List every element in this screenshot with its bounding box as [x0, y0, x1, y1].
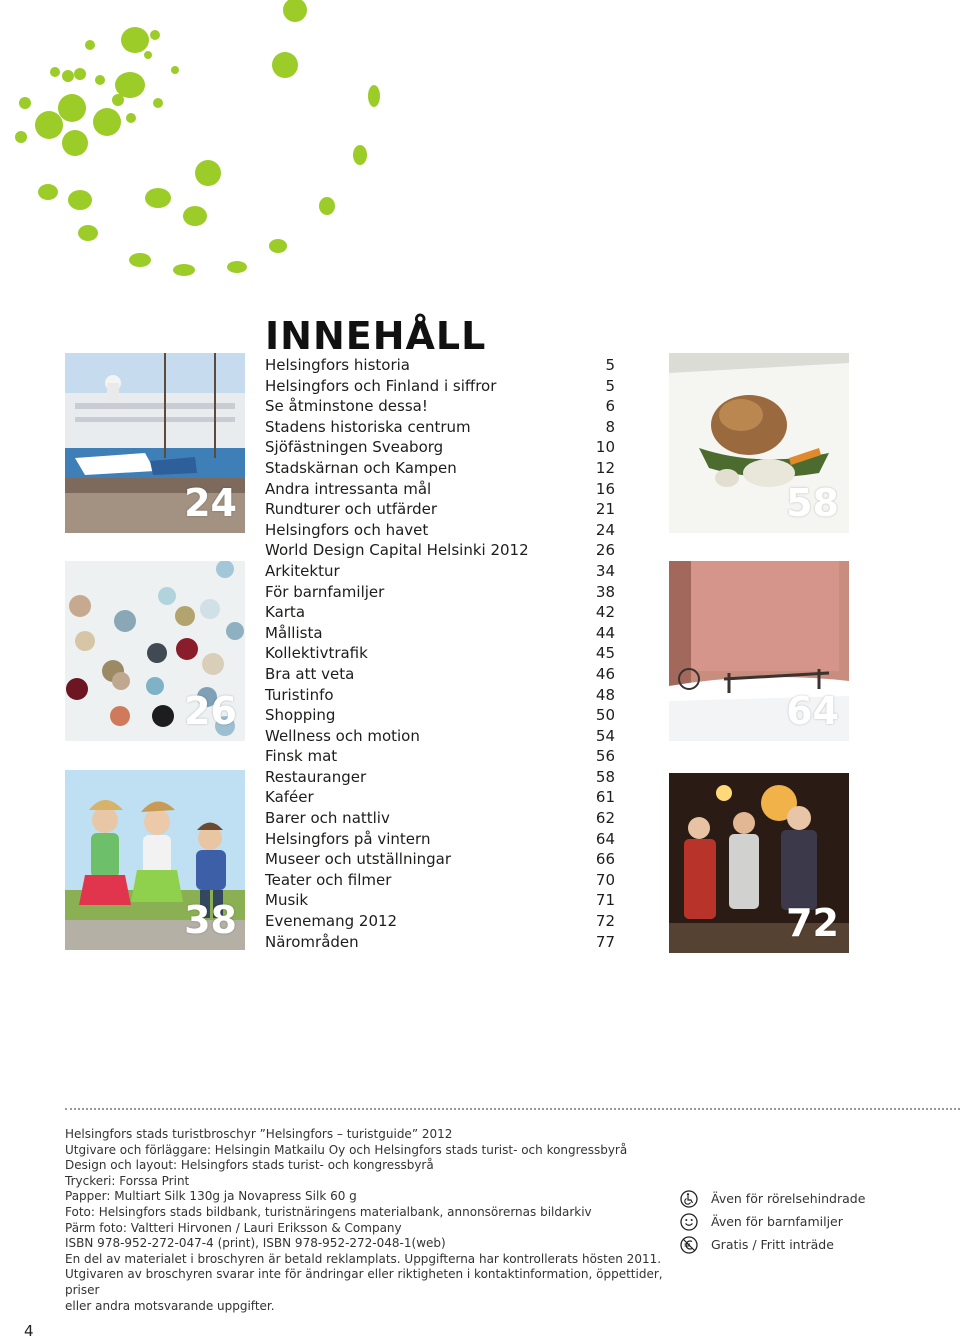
toc-entry-page: 61 [595, 788, 615, 807]
page-number-badge: 38 [184, 898, 237, 942]
toc-entry-title: Restauranger [265, 767, 367, 786]
toc-entry-title: För barnfamiljer [265, 582, 385, 601]
euro-crossed-icon [680, 1236, 698, 1254]
toc-entry-page: 26 [595, 541, 615, 560]
toc-entry [265, 870, 615, 891]
toc-entry-title: Andra intressanta mål [265, 479, 432, 498]
toc-entry-title: Sjöfästningen Sveaborg [265, 438, 444, 457]
toc-entry [265, 829, 615, 850]
toc-entry [265, 849, 615, 870]
toc-entry [265, 396, 615, 417]
toc-entry-title: Kaféer [265, 788, 314, 807]
toc-entry-page: 44 [595, 623, 615, 642]
page-number-badge: 24 [184, 481, 237, 525]
toc-entry-page: 50 [595, 706, 615, 725]
toc-entry [265, 417, 615, 438]
legend-item-family [680, 1210, 865, 1233]
toc-entry-page: 12 [595, 458, 615, 477]
legend-item-accessible [680, 1187, 865, 1210]
toc-entry-page: 21 [595, 500, 615, 519]
toc-entry-page: 62 [595, 809, 615, 828]
decorative-green-dots [0, 0, 400, 290]
smiley-icon [680, 1213, 698, 1231]
divider [65, 1108, 960, 1110]
toc-entry-title: Stadens historiska centrum [265, 417, 471, 436]
photo-winter [669, 561, 849, 741]
toc-entry [265, 602, 615, 623]
toc-entry [265, 746, 615, 767]
toc-entry-title: World Design Capital Helsinki 2012 [265, 541, 529, 560]
legend-label: Gratis / Fritt inträde [711, 1237, 834, 1252]
toc-entry-page: 16 [595, 479, 615, 498]
colophon-line: En del av materialet i broschyren är betald reklamplats. Uppgifterna har kontrollerats hösten 2011. [65, 1251, 662, 1266]
page-title: INNEHÅLL [265, 314, 487, 358]
toc-entry-title: Arkitektur [265, 561, 340, 580]
toc-entry [265, 561, 615, 582]
toc-entry-title: Museer och utställningar [265, 850, 452, 869]
toc-entry-title: Karta [265, 603, 306, 622]
toc-entry-page: 46 [595, 664, 615, 683]
toc-entry-page: 54 [595, 726, 615, 745]
colophon [65, 1127, 665, 1314]
toc-entry [265, 355, 615, 376]
toc-entry-title: Bra att veta [265, 664, 355, 683]
toc-entry-page: 70 [595, 870, 615, 889]
toc-entry-title: Wellness och motion [265, 726, 420, 745]
toc-entry [265, 911, 615, 932]
page-number-badge: 64 [786, 689, 839, 733]
toc-entry [265, 685, 615, 706]
toc-entry [265, 643, 615, 664]
page-number-badge: 72 [786, 901, 839, 945]
toc-entry [265, 890, 615, 911]
colophon-line: Pärm foto: Valtteri Hirvonen / Lauri Eriksson & Company [65, 1220, 402, 1235]
toc-entry-page: 71 [595, 891, 615, 910]
page-number-badge: 58 [786, 481, 839, 525]
toc-entry-page: 72 [595, 912, 615, 931]
toc-entry-title: Mållista [265, 623, 323, 642]
photo-glasses [65, 561, 245, 741]
toc-entry [265, 664, 615, 685]
toc-entry-title: Kollektivtrafik [265, 644, 368, 663]
photo-food [669, 353, 849, 533]
toc-entry-title: Barer och nattliv [265, 809, 390, 828]
toc-entry [265, 376, 615, 397]
toc-entry-title: Helsingfors på vintern [265, 829, 431, 848]
toc-entry-title: Rundturer och utfärder [265, 500, 438, 519]
colophon-line: Foto: Helsingfors stads bildbank, turistnäringens materialbank, annonsörernas bildarkiv [65, 1204, 592, 1219]
toc-entry [265, 479, 615, 500]
photo-event [669, 773, 849, 953]
toc-entry-page: 58 [595, 767, 615, 786]
toc-entry-page: 48 [595, 685, 615, 704]
legend-label: Även för barnfamiljer [711, 1214, 843, 1229]
photo-children [65, 770, 245, 950]
toc-entry [265, 499, 615, 520]
toc-entry-title: Helsingfors och Finland i siffror [265, 376, 497, 395]
wheelchair-icon [680, 1190, 698, 1208]
legend-item-free [680, 1233, 865, 1256]
toc-entry-title: Teater och filmer [265, 870, 392, 889]
toc-entry-title: Finsk mat [265, 747, 338, 766]
colophon-line: ISBN 978-952-272-047-4 (print), ISBN 978-952-272-048-1(web) [65, 1236, 446, 1251]
toc-entry-title: Helsingfors historia [265, 356, 410, 374]
toc-entry-page: 64 [595, 829, 615, 848]
colophon-line: Utgivaren av broschyren svarar inte för ändringar eller riktigheten i kontaktinformation, öppettider, priser [65, 1267, 663, 1297]
toc-entry-title: Shopping [265, 706, 336, 725]
toc-entry [265, 582, 615, 603]
toc-entry-page: 5 [605, 376, 615, 395]
toc-entry [265, 767, 615, 788]
toc-entry-title: Se åtminstone dessa! [265, 397, 428, 416]
page-number-badge: 26 [184, 689, 237, 733]
toc-entry-title: Turistinfo [265, 685, 334, 704]
toc-entry [265, 808, 615, 829]
toc-entry-page: 8 [605, 417, 615, 436]
toc-entry-page: 10 [595, 438, 615, 457]
toc-entry-page: 45 [595, 644, 615, 663]
photo-harbor [65, 353, 245, 533]
toc-entry [265, 520, 615, 541]
colophon-line: Design och layout: Helsingfors stads turist- och kongressbyrå [65, 1158, 434, 1173]
toc-entry-title: Närområden [265, 932, 359, 951]
toc-entry [265, 437, 615, 458]
toc-entry [265, 726, 615, 747]
toc-entry-title: Helsingfors och havet [265, 520, 429, 539]
toc-entry [265, 705, 615, 726]
colophon-line: Utgivare och förläggare: Helsingin Matkailu Oy och Helsingfors stads turist- och kongressbyrå [65, 1142, 628, 1157]
legend-label: Även för rörelsehindrade [711, 1191, 866, 1206]
toc-entry-title: Musik [265, 891, 309, 910]
toc-entry-page: 77 [595, 932, 615, 951]
toc-entry-title: Stadskärnan och Kampen [265, 458, 457, 477]
toc-entry [265, 787, 615, 808]
toc-entry-page: 56 [595, 747, 615, 766]
toc-entry [265, 540, 615, 561]
toc-entry-title: Evenemang 2012 [265, 912, 398, 931]
toc-entry [265, 458, 615, 479]
colophon-line: eller andra motsvarande uppgifter. [65, 1298, 275, 1313]
colophon-line: Helsingfors stads turistbroschyr ”Helsingfors – turistguide” 2012 [65, 1127, 453, 1141]
toc-entry-page: 34 [595, 561, 615, 580]
toc-entry [265, 623, 615, 644]
table-of-contents [265, 355, 615, 952]
toc-entry-page: 38 [595, 582, 615, 601]
toc-entry-page: 6 [605, 397, 615, 416]
colophon-line: Tryckeri: Forssa Print [65, 1173, 190, 1188]
toc-entry-page: 42 [595, 603, 615, 622]
page-number: 4 [24, 1322, 34, 1340]
colophon-line: Papper: Multiart Silk 130g ja Novapress Silk 60 g [65, 1189, 357, 1204]
toc-entry-page: 24 [595, 520, 615, 539]
toc-entry-page: 5 [605, 356, 615, 374]
symbol-legend [680, 1187, 865, 1256]
toc-entry [265, 932, 615, 953]
toc-entry-page: 66 [595, 850, 615, 869]
